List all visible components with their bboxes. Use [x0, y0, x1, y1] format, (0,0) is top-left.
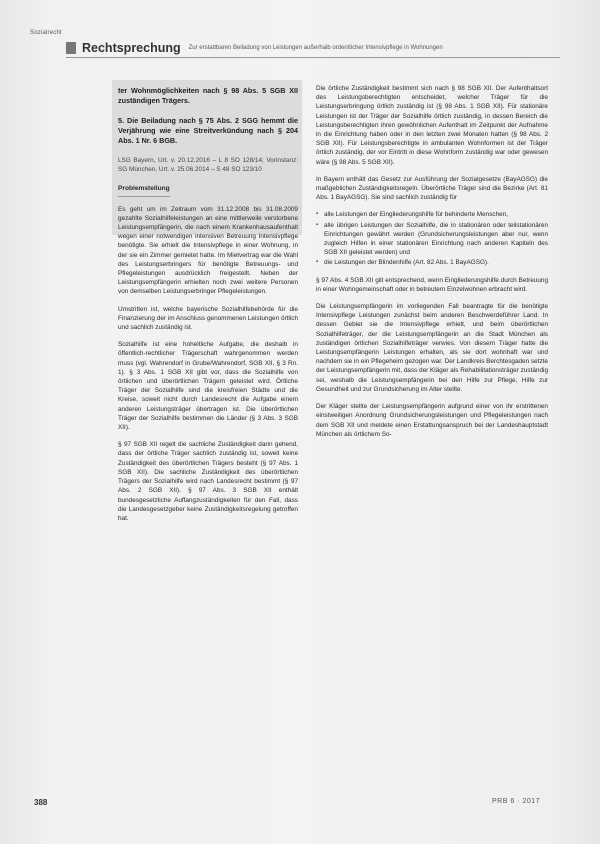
- section-label: Sozialrecht: [30, 30, 62, 36]
- page-number: 388: [34, 798, 48, 807]
- court-citation: LSG Bayern, Urt. v. 20.12.2016 – L 8 SO 128/14; Vorinstanz: SG München, Urt. v. 25.06.2014 – S 48 SO 123/10: [118, 157, 298, 174]
- bullet-item: ▪ alle Leistungen der Eingliederungshilfe für behinderte Menschen,: [316, 210, 548, 219]
- header-title: Rechtsprechung: [82, 41, 181, 55]
- right-paragraph: In Bayern enthält das Gesetz zur Ausführung der Sozialgesetze (BayAGSG) die maßgeblichen Zuständigkeitsregeln. Überörtliche Träger sind die Bezirke (Art. 81 Abs. 1 BayAGSG). Sie sind sachlich zuständig für: [316, 175, 548, 202]
- left-column: [118, 86, 298, 531]
- right-paragraph: Die Leistungsempfängerin im vorliegenden Fall beantragte für die benötigte Intensivpflege Leistungen zunächst beim anderen Beschwerdeführer Land. In dessen Gebiet sie die Intensivpflege erhielt, und beim überörtlichen Sozialhilfeträger, der die Leistungsempfängerin an die Stadt München als zuständigen örtlichen Sozialhilfeträger verwies. Von diesem Träger hatte die Leistungsempfängerin Leistungen erhalten, als sie dort wohnhaft war und nachdem sie in ein Pflegeheim gezogen war. Der Landkreis Berchtesgaden setzte der Leistungsempfängerin mit, dass der Kläger als Rehabilitationsträger zuständig sei, weshalb die Leistungsempfängerin bei den Hilfe zur Pflege, Hilfe zur Gesundheit und zur Grundsicherung im Alter stellte.: [316, 303, 548, 393]
- bullet-list: [316, 210, 548, 267]
- header-rule: [66, 57, 560, 58]
- highlight-point-5: 5. Die Beiladung nach § 75 Abs. 2 SGG hemmt die Verjährung wie eine Streitverkündung nach § 204 Abs. 1 Nr. 6 BGB.: [118, 116, 298, 145]
- journal-reference: PRB 6 · 2017: [492, 798, 541, 805]
- header-subtitle: Zur erstattbaren Beiladung von Leistungen außerhalb ordentlicher Intensivpflege in Wohnungen: [188, 45, 443, 51]
- subheading-problemstellung: Problemstellung: [118, 184, 170, 196]
- left-paragraph: Sozialhilfe ist eine hoheitliche Aufgabe, die deshalb in öffentlich-rechtlicher Trägerschaft wahrgenommen werden muss (vgl. Wahrendorf in Grube/Wahrendorf, SGB XII, § 3 Rn. 1). § 3 Abs. 1 SGB XII gibt vor, dass die Sozialhilfe von örtlichen und überörtlichen Trägern geleistet wird. Örtliche Träger der Sozialhilfe sind die kreisfreien Städte und die Kreise, soweit nicht durch Landesrecht die Aufgabe einem anderen Leistungsträger übertragen ist. Die überörtlichen Träger der Sozialhilfe bestimmen die Länder (§ 3 Abs. 3 SGB XII).: [118, 341, 298, 432]
- right-paragraph: Der Kläger stellte der Leistungsempfängerin aufgrund einer von ihr erstrittenen einstweiligen Anordnung Grundsicherungsleistungen und Pflegeleistungen nach dem SGB XII und meldete einen Erstattungsanspruch bei der Landeshauptstadt München als örtlichem So-: [316, 403, 548, 438]
- bullet-item: ▪ alle übrigen Leistungen der Sozialhilfe, die in stationären oder teilstationären Einrichtungen gewährt werden (Grundsicherungsleistungen aber nur, wenn zugleich Hilfen in einer stationären Einrichtung nach anderen Kapiteln des SGB XII geleistet werden) und: [316, 221, 548, 258]
- left-paragraph: § 97 SGB XII regelt die sachliche Zuständigkeit darin gehend, dass der örtliche Träger sachlich zuständig ist, soweit keine Zuständigkeit des überörtlichen Trägers besteht (§ 97 Abs. 1 SGB XII). Die sachliche Zuständigkeit des überörtlichen Trägers der Sozialhilfe wird nach Landesrecht bestimmt (§ 97 Abs. 2 SGB XII). § 97 Abs. 3 SGB XII enthält bundesgesetzliche Auffangzuständigkeiten für den Fall, dass die Landesgesetzgeber keine Zuständigkeitsregelung getroffen hat.: [118, 441, 298, 522]
- header-marker: [66, 42, 76, 54]
- subheading-wrap: [118, 184, 298, 196]
- right-column: [316, 84, 548, 447]
- page-header: [66, 40, 566, 56]
- bullet-item: ▪ die Leistungen der Blindenhilfe (Art. 82 Abs. 1 BayAGSG).: [316, 258, 548, 267]
- left-paragraph: Es geht um im Zeitraum vom 31.12.2008 bis 31.08.2009 gezahlte Sozialhilfeleistungen an eine mittlerweile verstorbene Leistungsempfängerin, die nach einem Krankenhausaufenthalt wegen einer notwendigen intensiven Betreuung Intensivpflege benötigte. Sie erhielt die Intensivpflege in einer Wohnung, in der sie ein Zimmer gemietet hatte. Im Mietvertrag war die Wahl des Leistungserbringers für benötigte Betreuungs- und Pflegeleistungen ausdrücklich freigestellt. Neben der Leistungsempfängerin erhielten noch zwei weitere Personen von demselben Leistungserbringer Pflegeleistungen.: [118, 205, 298, 296]
- left-paragraph: Umstritten ist, welche bayerische Sozialhilfebehörde für die Finanzierung der im Anschluss genommenen Leistungen örtlich und sachlich zuständig ist.: [118, 305, 298, 332]
- highlight-continued: ter Wohnmöglichkeiten nach § 98 Abs. 5 SGB XII zuständigen Trägers.: [118, 86, 298, 105]
- right-paragraph: Die örtliche Zuständigkeit bestimmt sich nach § 98 SGB XII. Der Aufenthaltsort des Leistungsberechtigten entscheidet, welcher Träger für die Leistungserbringung örtlich zuständig ist (§ 98 Abs. 1 SGB XII). Für stationäre Leistungen ist der Träger der Sozialhilfe örtlich zuständig, in dessen Bereich die Leistungsberechtigten ihren gewöhnlichen Aufenthalt im Zeitpunkt der Aufnahme in die Einrichtung haben oder in den letzten zwei Monaten hatten (§ 98 Abs. 2 SGB XII). Für Leistungsberechtigte in ambulanten Wohnformen ist der Träger örtlich zuständig, der vor Eintritt in diese Wohnform zuständig war oder gewesen wäre (§ 98 Abs. 5 SGB XII).: [316, 85, 548, 166]
- right-paragraph: § 97 Abs. 4 SGB XII gilt entsprechend, wenn Eingliederungshilfe durch Betreuung in einer Wohngemeinschaft oder in betreutem Einzelwohnen erbracht wird.: [316, 276, 548, 293]
